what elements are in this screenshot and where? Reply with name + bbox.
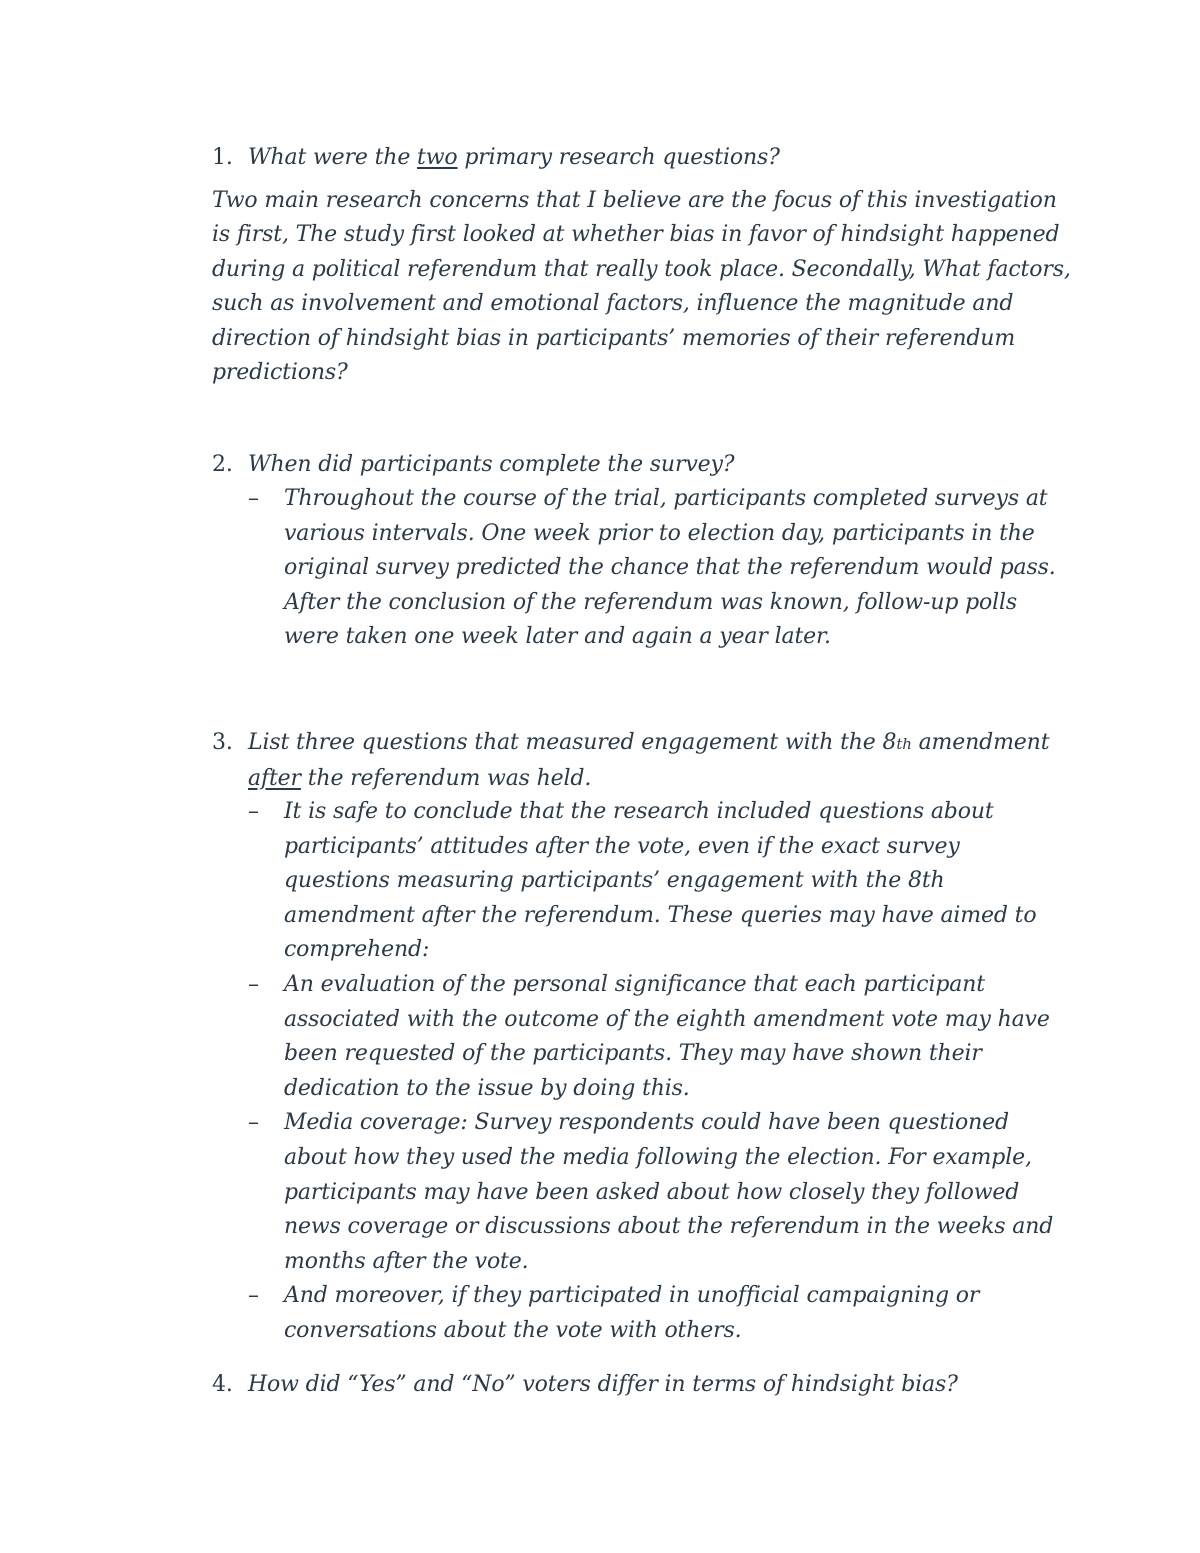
dash-bullet: – — [248, 486, 259, 511]
question-number: 2. — [212, 452, 233, 477]
dash-bullet: – — [248, 971, 259, 997]
bullet-text: An evaluation of the personal significance that each participant associated with the outcome of the eighth amendment vote may have been requested of the participants. They may have shown their dedication to the issue by doing this. — [284, 971, 1050, 1101]
question-1 — [212, 141, 1072, 176]
question-text: How did “Yes” and “No” voters differ in terms of hindsight bias? — [248, 1372, 958, 1397]
question-number: 4. — [212, 1372, 233, 1397]
bullet-text: And moreover, if they participated in unofficial campaigning or conversations about the vote with others. — [284, 1283, 980, 1343]
bullet-text: Throughout the course of the trial, participants completed surveys at various intervals. One week prior to election day, participants in the original survey predicted the chance that the referendum would pass. After the conclusion of the referendum was known, follow-up polls were taken one week later and again a year later. — [284, 486, 1056, 650]
list-item — [248, 482, 1068, 655]
bullet-text: Media coverage: Survey respondents could have been questioned about how they used the media following the election. For example, participants may have been asked about how closely they followed news coverage or discussions about the referendum in the weeks and months after the vote. — [284, 1110, 1054, 1274]
question-text: List three questions that measured engagement with the 8th amendment after the referendum was held. — [248, 730, 1050, 791]
dash-bullet: – — [248, 1110, 259, 1136]
dash-bullet: – — [248, 1283, 259, 1309]
question-4 — [212, 1368, 1072, 1403]
bullet-list — [248, 482, 1068, 655]
list-item — [248, 968, 1068, 1106]
answer-paragraph: Two main research concerns that I believe are the focus of this investigation is first, The study first looked at whether bias in favor of hindsight happened during a political referendum that really took place. Secondally, What factors, such as involvement and emotional factors, influence the magnitude and direction of hindsight bias in participants’ memories of their referendum predictions? — [212, 188, 1071, 386]
question-text: What were the two primary research questions? — [248, 145, 780, 170]
question-number: 1. — [212, 145, 233, 170]
ordinal-suffix: th — [896, 735, 912, 753]
question-2 — [212, 448, 1072, 483]
underlined-word: after — [248, 765, 301, 791]
bullet-text: It is safe to conclude that the research included questions about participants’ attitudes after the vote, even if the exact survey questions measuring participants’ engagement with the 8th amendment after the referendum. These queries may have aimed to comprehend: — [284, 799, 1037, 963]
list-item — [248, 1106, 1068, 1279]
question-text: When did participants complete the survey? — [248, 452, 735, 477]
list-item — [248, 1279, 1068, 1348]
list-item — [248, 795, 1068, 968]
underlined-word: two — [417, 145, 458, 170]
question-3 — [212, 726, 1072, 796]
dash-bullet: – — [248, 799, 259, 824]
bullet-list — [248, 795, 1068, 1349]
question-number: 3. — [212, 730, 233, 755]
